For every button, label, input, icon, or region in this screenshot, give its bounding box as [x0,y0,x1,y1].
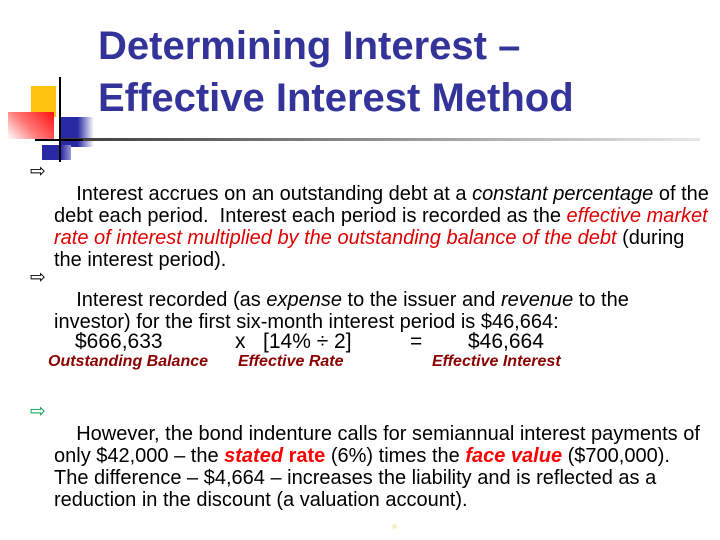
bullet-text-segment: (6%) times the [325,445,466,467]
bullet-text-segment: revenue [500,289,574,311]
formula-equals-sign: = [410,330,423,353]
bullet-text-segment: (during the interest period). [54,227,690,271]
label-outstanding-balance: Outstanding Balance [48,353,209,370]
accent-blue-small-square [42,145,71,160]
formula-labels-row [0,353,720,373]
formula-outstanding-balance-value: $666,633 [75,330,163,353]
footer-mark [392,524,397,529]
bullet-text-segment: expense [266,289,342,311]
slide-title [98,20,698,124]
bullet-bond-indenture [30,401,714,533]
arrow-bullet-green-icon: ⇨ [30,400,46,422]
bullet-text-segment: face value [465,445,563,467]
crosshair-vertical-line [59,77,61,162]
slide-title-line2: Effective Interest Method [98,76,574,120]
bullet-text-segment: to the issuer and [341,289,501,311]
bullet-text-segment: effective market rate of interest multiplied by the outstanding balance of the debt [54,205,714,249]
formula-multiply-operator: x [235,330,246,353]
title-divider-rule [60,138,700,141]
bullet-text-segment: Interest recorded (as [76,289,267,311]
label-effective-rate: Effective Rate [238,353,344,370]
formula-result-value: $46,664 [468,330,544,353]
bullet-text-segment: stated [224,445,284,467]
bullet-text-segment: of the debt each period. Interest each period is recorded as the [54,183,715,227]
slide-title-line1: Determining Interest – [98,24,521,68]
bullet-text-segment: rate [283,445,326,467]
accent-blue-square [61,117,94,147]
label-effective-interest: Effective Interest [432,353,561,370]
bullet-text-segment: However, the bond indenture calls for semiannual interest payments of only $42,000 – the [54,423,706,467]
bullet-text-segment: constant percentage [472,183,654,205]
formula-effective-rate-value: [14% ÷ 2] [263,330,352,353]
bullet-text-segment: ($700,000). The difference – $4,664 – increases the liability and is reflected as a reduction in the discount (a valuation account). [54,445,681,511]
bullet-text-segment: Interest accrues on an outstanding debt at a [76,183,473,205]
accent-red-gradient-square [8,112,54,139]
interest-formula [0,330,720,354]
arrow-bullet-icon: ⇨ [30,266,46,288]
crosshair-horizontal-line [35,139,83,141]
arrow-bullet-icon: ⇨ [30,160,46,182]
bullet-text-segment: to the investor) for the first six-month interest period is $46,664: [54,289,635,333]
